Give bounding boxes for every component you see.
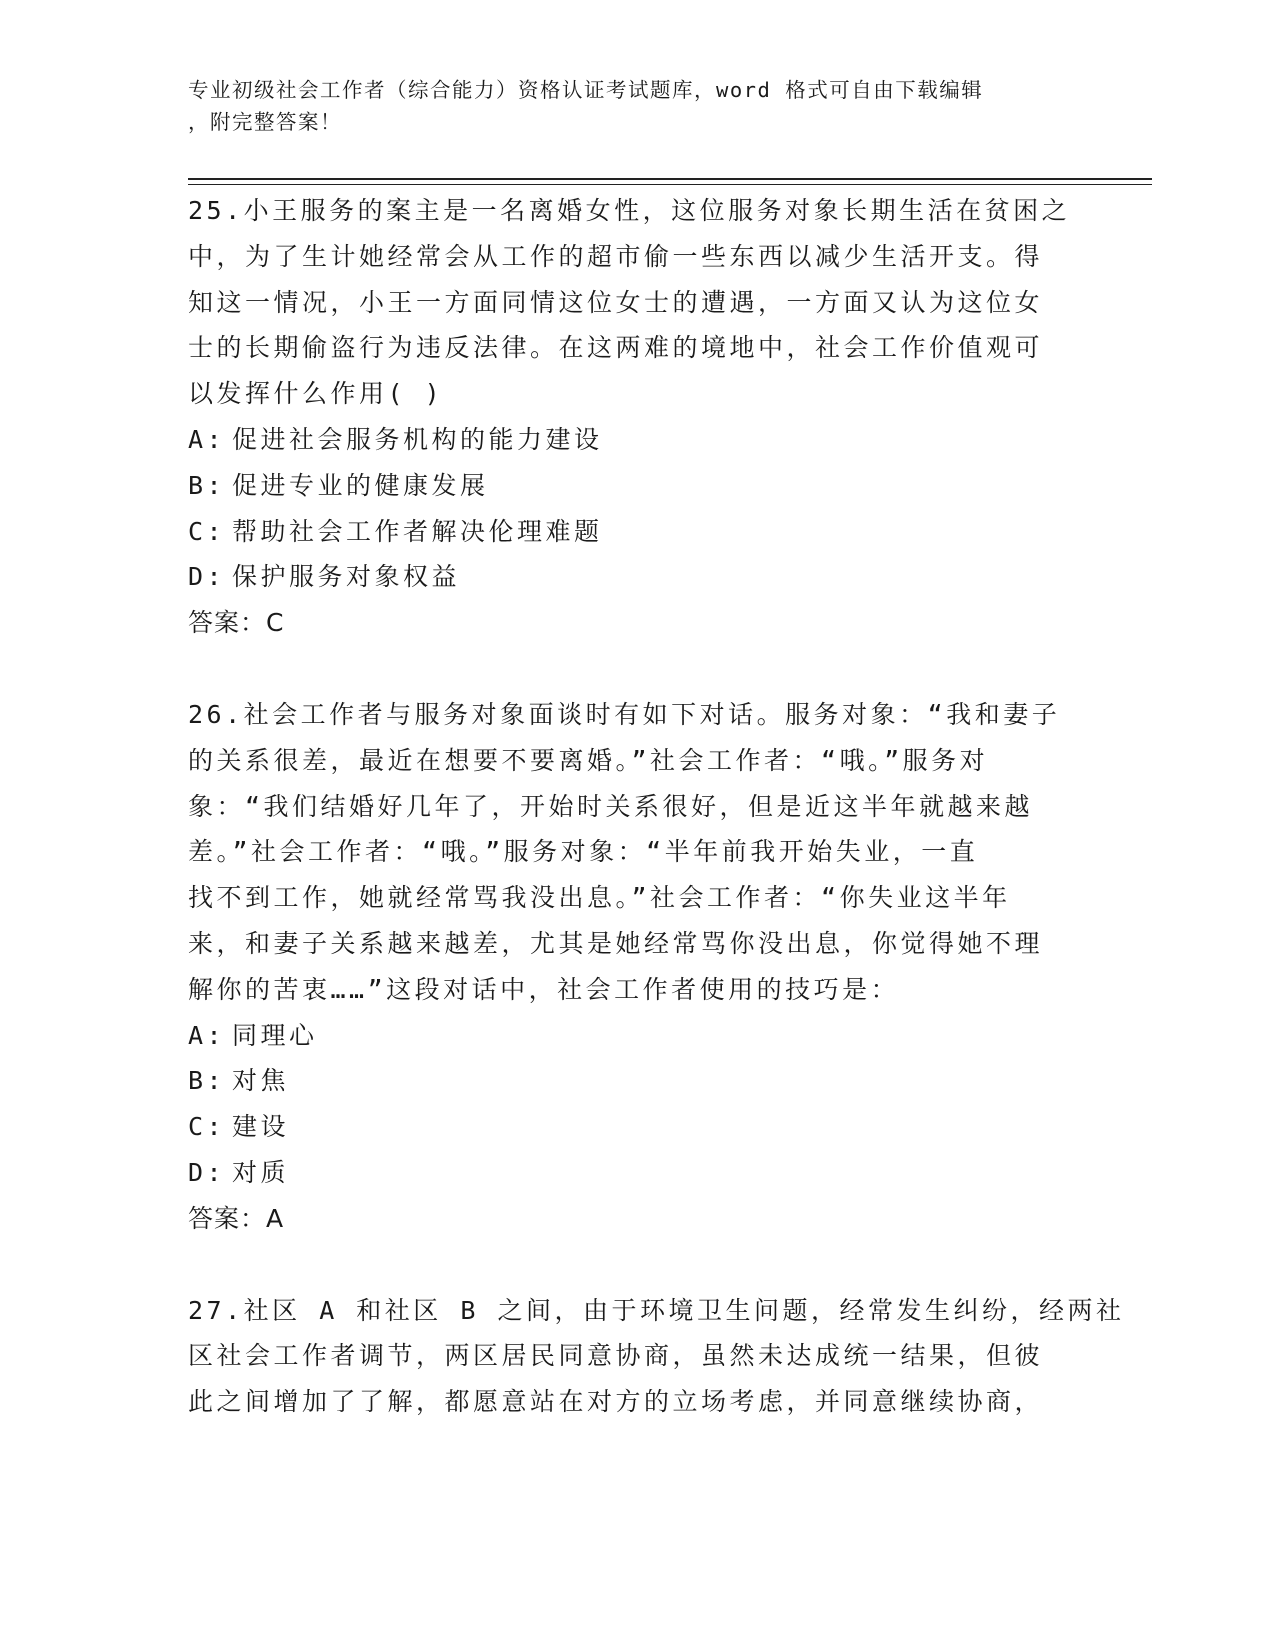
question-list bbox=[188, 188, 1125, 1425]
option-letter: C: bbox=[188, 1112, 226, 1142]
option-a bbox=[188, 417, 1088, 463]
header-line: ，附完整答案！ bbox=[188, 110, 342, 134]
question-26 bbox=[188, 692, 1088, 1242]
option-text: 促进社会服务机构的能力建设 bbox=[232, 424, 603, 454]
option-text: 保护服务对象权益 bbox=[232, 562, 461, 592]
header-rule bbox=[188, 178, 1152, 180]
option-b bbox=[188, 463, 1088, 509]
question-text: 士的长期偷盗行为违反法律。在这两难的境地中，社会工作价值观可 bbox=[188, 333, 1044, 363]
document-header bbox=[188, 74, 1068, 138]
option-letter: B: bbox=[188, 1066, 226, 1096]
question-text: 来，和妻子关系越来越差，尤其是她经常骂你没出息，你觉得她不理 bbox=[188, 928, 1044, 958]
option-c bbox=[188, 509, 1088, 555]
question-text: 26.社会工作者与服务对象面谈时有如下对话。服务对象：“我和妻子 bbox=[188, 699, 1061, 729]
option-b bbox=[188, 1058, 1088, 1104]
question-text: 找不到工作，她就经常骂我没出息。”社会工作者：“你失业这半年 bbox=[188, 883, 1011, 913]
question-text: 象：“我们结婚好几年了，开始时关系很好，但是近这半年就越来越 bbox=[188, 791, 1034, 821]
question-text: 此之间增加了了解，都愿意站在对方的立场考虑，并同意继续协商， bbox=[188, 1387, 1044, 1417]
question-text: 25.小王服务的案主是一名离婚女性，这位服务对象长期生活在贫困之 bbox=[188, 196, 1071, 225]
option-text: 促进专业的健康发展 bbox=[232, 470, 489, 500]
option-d bbox=[188, 554, 1088, 600]
question-text: 解你的苦衷……”这段对话中，社会工作者使用的技巧是： bbox=[188, 974, 900, 1004]
question-text: 区社会工作者调节，两区居民同意协商，虽然未达成统一结果，但彼 bbox=[188, 1341, 1044, 1371]
option-letter: D: bbox=[188, 1157, 226, 1187]
question-text: 差。”社会工作者：“哦。”服务对象：“半年前我开始失业，一直 bbox=[188, 837, 979, 867]
option-text: 建设 bbox=[232, 1112, 290, 1142]
option-text: 同理心 bbox=[232, 1020, 318, 1050]
question-text: 的关系很差，最近在想要不要离婚。”社会工作者：“哦。”服务对 bbox=[188, 745, 989, 775]
option-letter: A: bbox=[188, 424, 226, 454]
spacer bbox=[188, 646, 1088, 692]
option-a bbox=[188, 1013, 1088, 1059]
question-text: 以发挥什么作用( ) bbox=[188, 379, 444, 409]
option-letter: D: bbox=[188, 562, 226, 592]
option-letter: B: bbox=[188, 470, 226, 500]
header-line: 专业初级社会工作者（综合能力）资格认证考试题库，word 格式可自由下载编辑 bbox=[188, 78, 984, 102]
question-text: 27.社区 A 和社区 B 之间，由于环境卫生问题，经常发生纠纷，经两社 bbox=[188, 1295, 1125, 1325]
option-letter: C: bbox=[188, 516, 226, 546]
question-27 bbox=[188, 1288, 1125, 1425]
option-text: 对质 bbox=[232, 1157, 290, 1187]
answer-line: 答案：C bbox=[188, 608, 285, 638]
option-d bbox=[188, 1150, 1088, 1196]
spacer bbox=[188, 1242, 1088, 1288]
answer-line: 答案：A bbox=[188, 1203, 285, 1233]
question-text: 中，为了生计她经常会从工作的超市偷一些东西以减少生活开支。得 bbox=[188, 241, 1044, 271]
question-text: 知这一情况，小王一方面同情这位女士的遭遇，一方面又认为这位女 bbox=[188, 287, 1044, 317]
question-25 bbox=[188, 188, 1088, 646]
header-rule-thin bbox=[188, 184, 1152, 185]
option-text: 对焦 bbox=[232, 1066, 290, 1096]
option-c bbox=[188, 1104, 1088, 1150]
option-letter: A: bbox=[188, 1020, 226, 1050]
option-text: 帮助社会工作者解决伦理难题 bbox=[232, 516, 603, 546]
